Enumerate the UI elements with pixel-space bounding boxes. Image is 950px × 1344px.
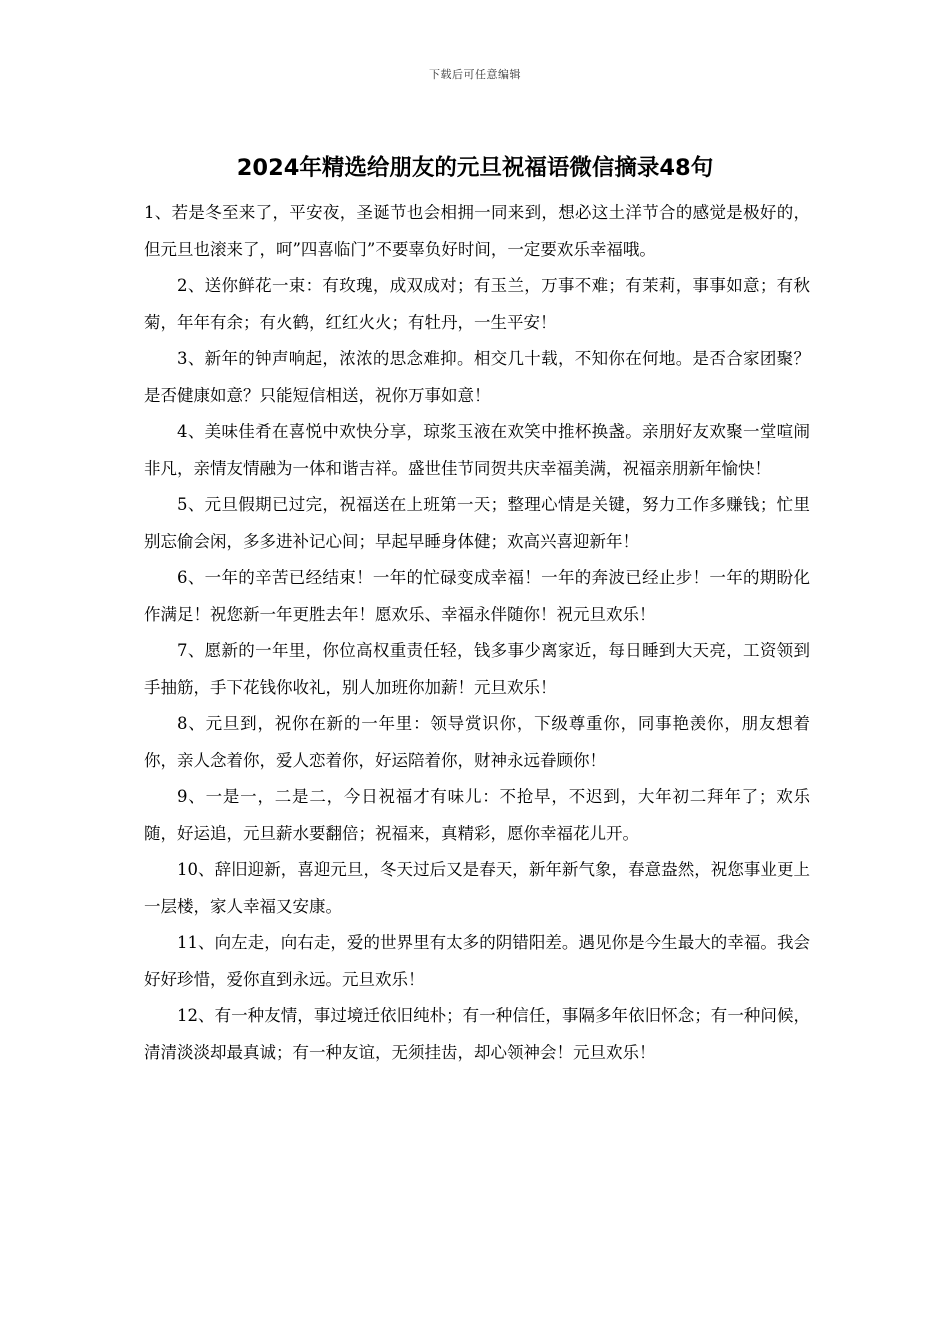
document-title: 2024年精选给朋友的元旦祝福语微信摘录48句: [236, 155, 714, 181]
paragraph-12: 12、有一种友情，事过境迁依旧纯朴；有一种信任，事隔多年依旧怀念；有一种问候，清清淡淡却最真诚；有一种友谊，无须挂齿，却心领神会！元旦欢乐！: [144, 1006, 810, 1062]
paragraph-1: 1、若是冬至来了，平安夜，圣诞节也会相拥一同来到，想必这土洋节合的感觉是极好的，但元旦也滚来了，呵”四喜临门”不要辜负好时间，一定要欢乐幸福哦。: [144, 203, 810, 259]
header-note: 下载后可任意编辑: [429, 68, 521, 81]
document-body: [144, 195, 810, 1071]
paragraph-11: 11、向左走，向右走，爱的世界里有太多的阴错阳差。遇见你是今生最大的幸福。我会好好珍惜，爱你直到永远。元旦欢乐！: [144, 933, 810, 989]
paragraph-10: 10、辞旧迎新，喜迎元旦，冬天过后又是春天，新年新气象，春意盎然，祝您事业更上一层楼，家人幸福又安康。: [144, 860, 810, 916]
paragraph-4: 4、美味佳肴在喜悦中欢快分享，琼浆玉液在欢笑中推杯换盏。亲朋好友欢聚一堂喧闹非凡，亲情友情融为一体和谐吉祥。盛世佳节同贺共庆幸福美满，祝福亲朋新年愉快！: [144, 422, 810, 478]
paragraph-6: 6、一年的辛苦已经结束！一年的忙碌变成幸福！一年的奔波已经止步！一年的期盼化作满足！祝您新一年更胜去年！愿欢乐、幸福永伴随你！祝元旦欢乐！: [144, 568, 810, 624]
paragraph-7: 7、愿新的一年里，你位高权重责任轻，钱多事少离家近，每日睡到大天亮，工资领到手抽筋，手下花钱你收礼，别人加班你加薪！元旦欢乐！: [144, 641, 810, 697]
paragraph-8: 8、元旦到，祝你在新的一年里：领导赏识你，下级尊重你，同事艳羡你，朋友想着你，亲人念着你，爱人恋着你，好运陪着你，财神永远眷顾你！: [144, 714, 810, 770]
paragraph-2: 2、送你鲜花一束：有玫瑰，成双成对；有玉兰，万事不难；有茉莉，事事如意；有秋菊，年年有余；有火鹤，红红火火；有牡丹，一生平安！: [144, 276, 810, 332]
paragraph-9: 9、一是一，二是二，今日祝福才有味儿：不抢早，不迟到，大年初二拜年了；欢乐随，好运追，元旦薪水要翻倍；祝福来，真精彩，愿你幸福花儿开。: [144, 787, 810, 843]
paragraph-5: 5、元旦假期已过完，祝福送在上班第一天；整理心情是关键，努力工作多赚钱；忙里别忘偷会闲，多多进补记心间；早起早睡身体健；欢高兴喜迎新年！: [144, 495, 810, 551]
paragraph-3: 3、新年的钟声响起，浓浓的思念难抑。相交几十载，不知你在何地。是否合家团聚？是否健康如意？只能短信相送，祝你万事如意！: [144, 349, 810, 405]
